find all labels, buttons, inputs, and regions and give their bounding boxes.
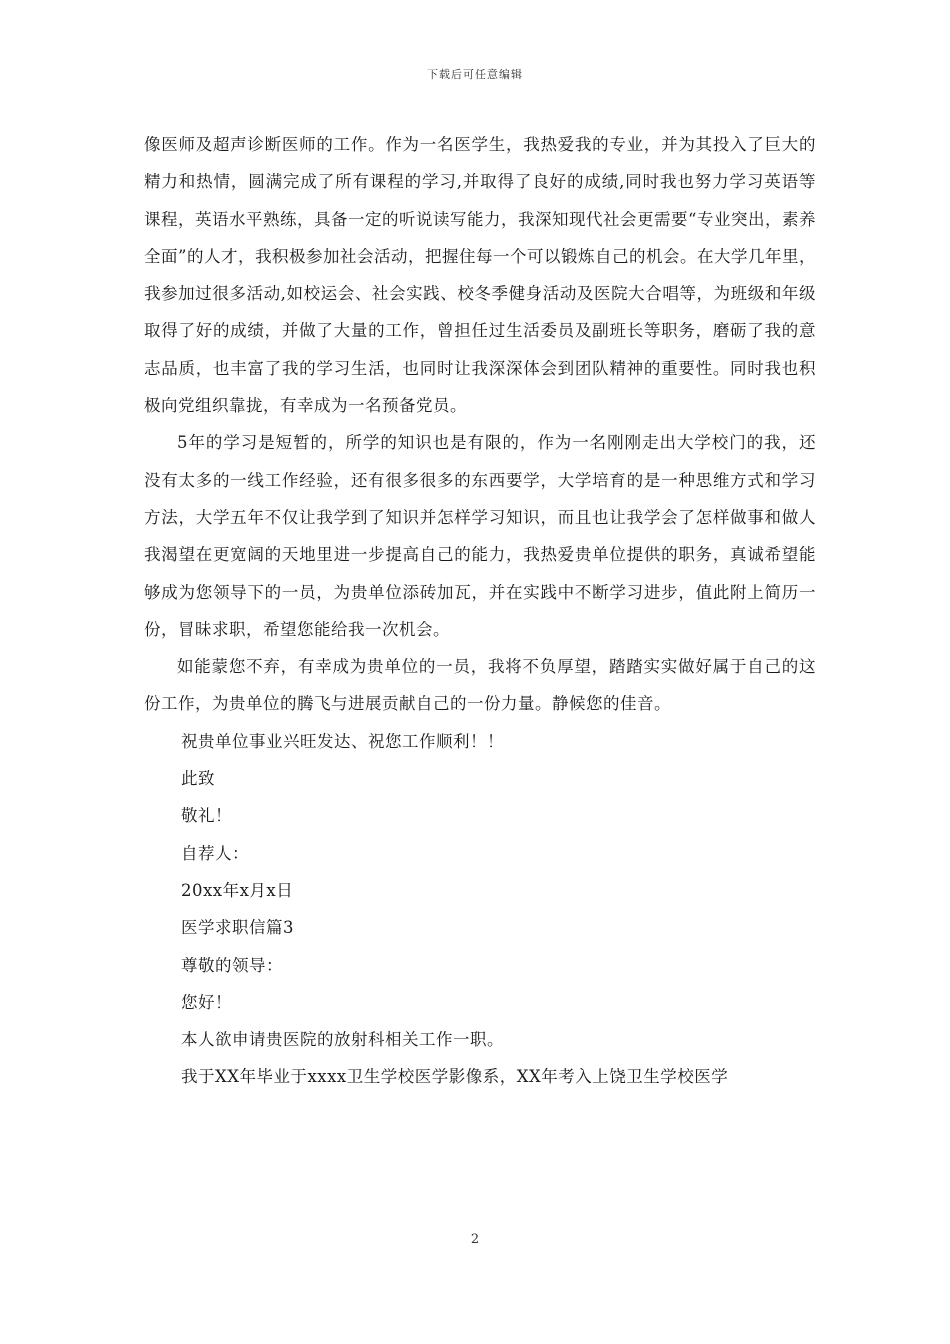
education-statement: 我于XX年毕业于xxxx卫生学校医学影像系，XX年考入上饶卫生学校医学 bbox=[181, 1067, 729, 1087]
closing-wish: 祝贵单位事业兴旺发达、祝您工作顺利！！ bbox=[181, 731, 504, 751]
paragraph-2: 5年的学习是短暂的，所学的知识也是有限的，作为一名刚刚走出大学校门的我，还没有太多的一线工作经验，还有很多很多的东西要学，大学培育的是一种思维方式和学习方法，大学五年不仅让我学到了知识并怎样学习知识，而且也让我学会了怎样做事和做人我渴望在更宽阔的天地里进一步提高自己的能力，我热爱贵单位提供的职务，真诚希望能够成为您领导下的一员，为贵单位添砖加瓦，并在实践中不断学习进步，值此附上简历一份，冒昧求职，希望您能给我一次机会。 bbox=[144, 433, 816, 639]
greeting-hello: 您好！ bbox=[181, 992, 232, 1012]
salutation-jingli: 敬礼！ bbox=[181, 806, 232, 826]
date-line: 20xx年x月x日 bbox=[181, 880, 294, 900]
document-body bbox=[144, 126, 816, 1096]
greeting-respected: 尊敬的领导： bbox=[181, 955, 283, 975]
page-number: 2 bbox=[470, 1232, 480, 1247]
paragraph-1: 像医师及超声诊断医师的工作。作为一名医学生，我热爱我的专业，并为其投入了巨大的精力和热情，圆满完成了所有课程的学习,并取得了良好的成绩,同时我也努力学习英语等课程，英语水平熟练，具备一定的听说读写能力，我深知现代社会更需要“专业突出，素养全面”的人才，我积极参加社会活动，把握住每一个可以锻炼自己的机会。在大学几年里，我参加过很多活动,如校运会、社会实践、校冬季健身活动及医院大合唱等，为班级和年级取得了好的成绩，并做了大量的工作，曾担任过生活委员及副班长等职务，磨砺了我的意志品质，也丰富了我的学习生活，也同时让我深深体会到团队精神的重要性。同时我也积极向党组织靠拢，有幸成为一名预备党员。 bbox=[144, 135, 816, 416]
page-header: 下载后可任意编辑 bbox=[427, 68, 523, 81]
signature-label: 自荐人： bbox=[181, 843, 249, 863]
section-title: 医学求职信篇3 bbox=[181, 918, 294, 938]
application-statement: 本人欲申请贵医院的放射科相关工作一职。 bbox=[181, 1030, 504, 1050]
salutation-cizhi: 此致 bbox=[181, 769, 215, 789]
paragraph-3: 如能蒙您不弃，有幸成为贵单位的一员，我将不负厚望，踏踏实实做好属于自己的这份工作，为贵单位的腾飞与进展贡献自己的一份力量。静候您的佳音。 bbox=[144, 657, 816, 714]
